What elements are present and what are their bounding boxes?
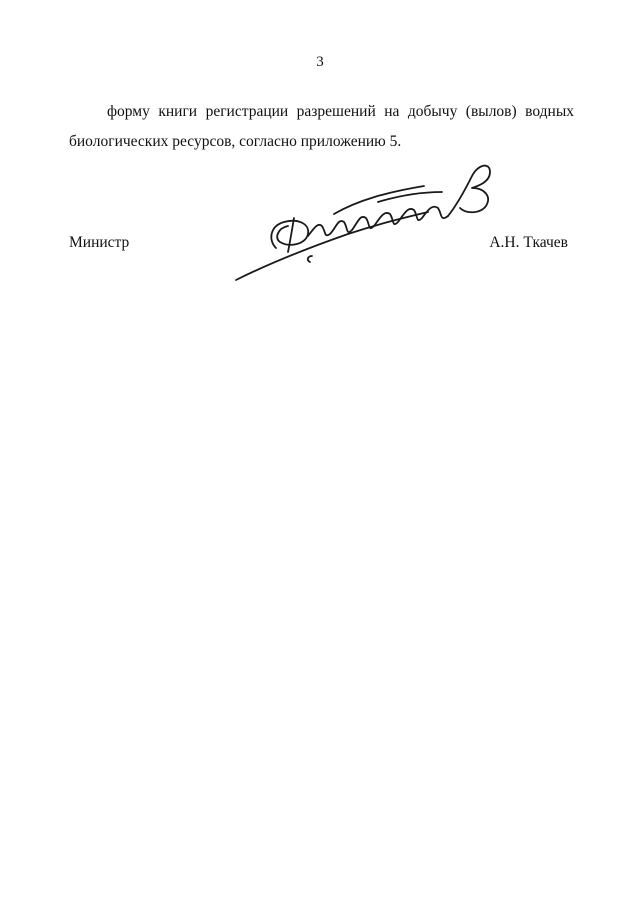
signature-icon <box>228 152 508 292</box>
signatory-title: Министр <box>69 234 130 251</box>
paragraph-line-2: биологических ресурсов, согласно приложению 5. <box>69 133 402 150</box>
paragraph-line-1: форму книги регистрации разрешений на добычу (вылов) водных <box>107 103 574 120</box>
signatory-name: А.Н. Ткачев <box>489 234 568 251</box>
body-paragraph <box>69 97 574 157</box>
page-number: 3 <box>316 54 324 70</box>
